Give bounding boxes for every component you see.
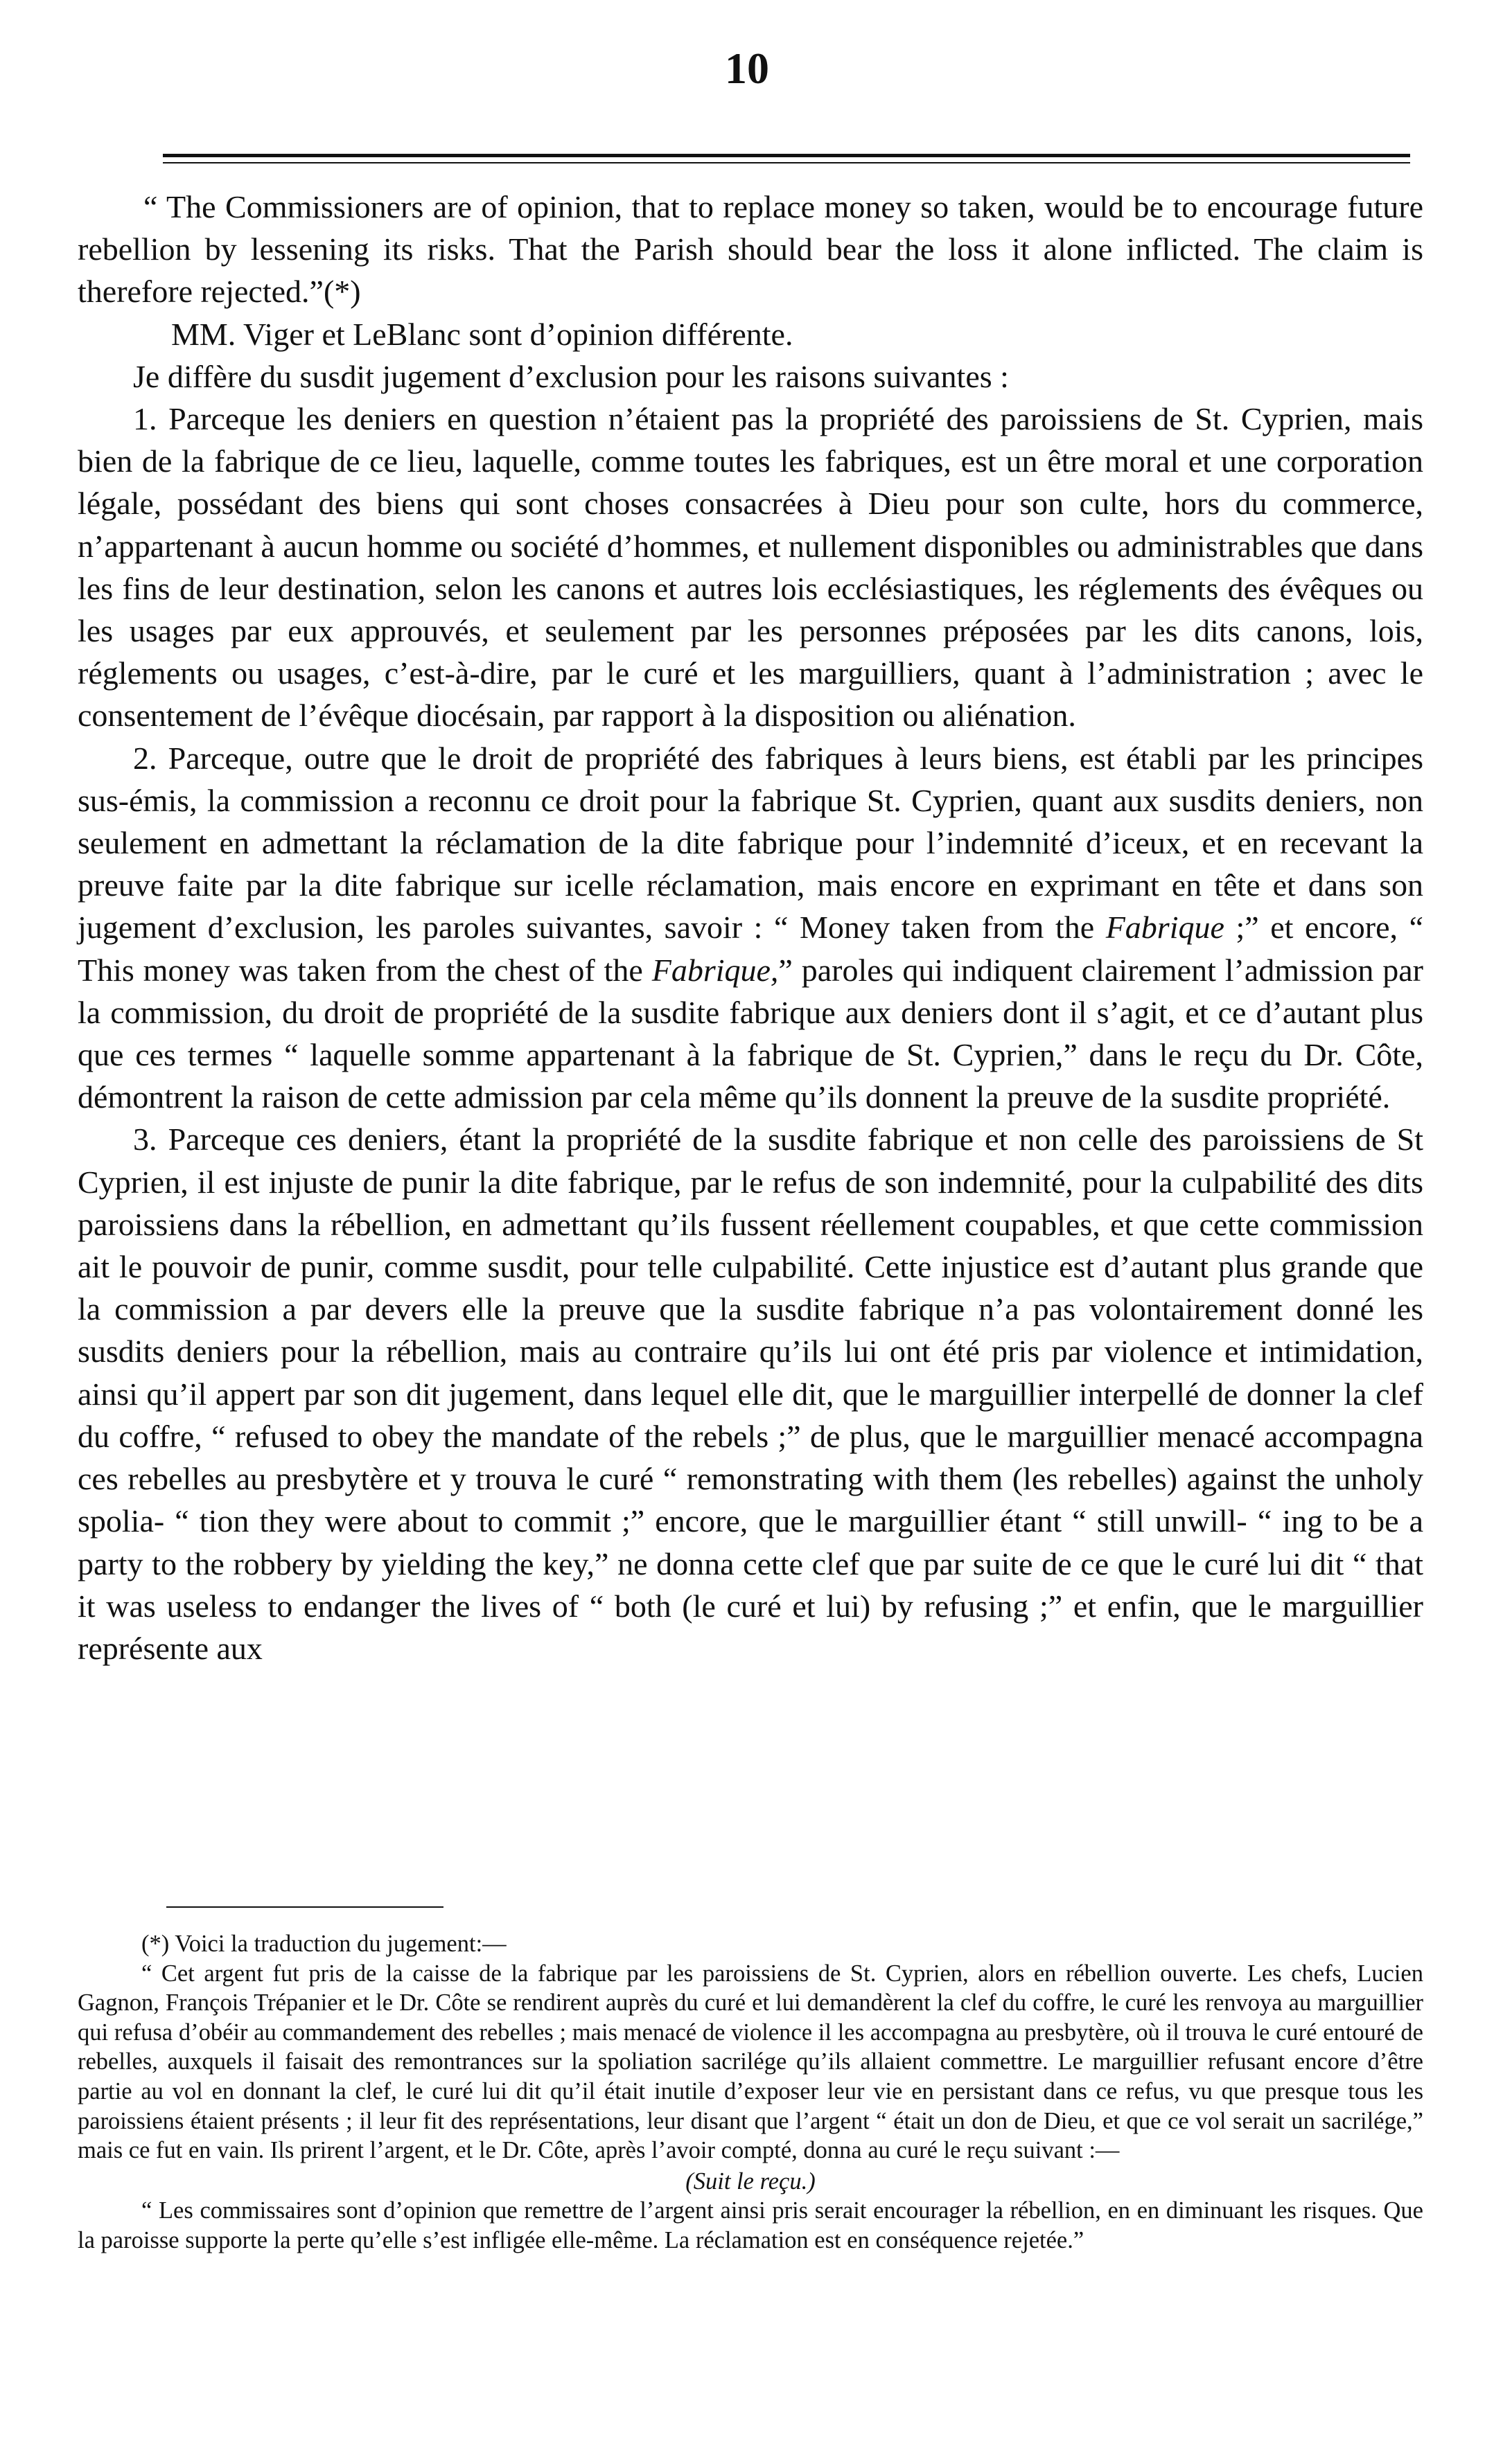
reason-2-part-a: 2. Parceque, outre que le droit de propriété des fabriques à leurs biens, est établi par les principes sus-émis, la commission a reconnu ce droit pour la fabrique St. Cyprien, quant aux susdits deniers, non seulement en admettant la réclamation de la dite fabrique pour l’indemnité d’iceux, et en recevant la preuve faite par la dite fabrique sur icelle réclamation, mais encore en exprimant en tête et dans son jugement d’exclusion, les paroles suivantes, savoir : “ Money taken from the (78, 740, 1423, 946)
page-number: 10 (725, 44, 769, 93)
footnote-suit-le-recu: (Suit le reçu.) (685, 2168, 816, 2195)
paragraph-reason-3: 3. Parceque ces deniers, étant la propriété de la susdite fabrique et non celle des paroissiens de St Cyprien, il est injuste de punir la dite fabrique, par le refus de son indemnité, pour la culpabilité des dits paroissiens dans la rébellion, en admettant qu’ils fussent réellement coupables, et que cette commission ait le pouvoir de punir, comme susdit, pour telle culpabilité. Cette injustice est d’autant plus grande que la commission a par devers elle la preuve que la susdite fabrique n’a pas volontairement donné les susdits deniers pour la rébellion, mais au contraire qu’ils lui ont été pris par violence et intimidation, ainsi qu’il appert par son dit jugement, dans lequel elle dit, que le marguillier interpellé de donner la clef du coffre, “ refused to obey the mandate of the rebels ;” de plus, que le marguillier menacé accompagna ces rebelles au presbytère et y trouva le curé “ remonstrating with them (les rebelles) against the unholy spolia- “ tion they were about to commit ;” encore, que le marguillier étant “ still unwill- “ ing to be a party to the robbery by yielding the key,” ne donna cette clef que par suite de ce que le curé lui dit “ that it was useless to endanger the lives of “ both (le curé et lui) by refusing ;” et enfin, que le marguillier représente aux (78, 1122, 1423, 1666)
reason-2-italic-fabrique-2: Fabrique, (651, 952, 779, 988)
main-text (78, 186, 1423, 1669)
paragraph-commissioners-quote: “ The Commissioners are of opinion, that to replace money so taken, would be to encourage future rebellion by lessening its risks. That the Parish should bear the loss it alone inflicted. The claim is therefore rejected.”(*) (78, 189, 1423, 310)
paragraph-reason-1: 1. Parceque les deniers en question n’étaient pas la propriété des paroissiens de St. Cyprien, mais bien de la fabrique de ce lieu, laquelle, comme toutes les fabriques, est un être moral et une corporation légale, possédant des biens qui sont choses consacrées à Dieu pour son culte, hors du commerce, n’appartenant à aucun homme ou société d’hommes, et nullement disponibles ou administrables que dans les fins de leur destination, selon les canons et autres lois ecclésiastiques, les réglements des évêques ou les usages par eux approuvés, et seulement par les personnes préposées par les dits canons, lois, réglements ou usages, c’est-à-dire, par le curé et les marguilliers, quant à l’administration ; avec le consentement de l’évêque diocésain, par rapport à la disposition ou aliénation. (78, 401, 1423, 734)
reason-2-part-c: ” paroles qui indiquent clairement l’admission par la commission, du droit de propriété de la susdite fabrique aux deniers dont il s’agit, et ce d’autant plus que ces termes “ laquelle somme appartenant à la fabrique de St. Cyprien,” dans le reçu du Dr. Côte, démontrent la raison de cette admission par cela même qu’ils donnent la preuve de la susdite propriété. (78, 952, 1424, 1115)
footnote (78, 1929, 1423, 2255)
paragraph-dissent-note: MM. Viger et LeBlanc sont d’opinion différente. (171, 316, 793, 352)
paragraph-dissent-intro: Je diffère du susdit jugement d’exclusion pour les raisons suivantes : (133, 358, 1009, 394)
reason-2-italic-fabrique-1: Fabrique (1105, 910, 1224, 946)
header-rule (163, 154, 1410, 157)
reason-2-part-b: ;” et encore, “ This money was taken from the chest of the (78, 910, 1423, 988)
header-rule-thin (163, 162, 1410, 163)
footnote-body: “ Cet argent fut pris de la caisse de la fabrique par les paroissiens de St. Cyprien, alors en rébellion ouverte. Les chefs, Lucien Gagnon, François Trépanier et le Dr. Côte se rendirent auprès du curé et lui demandèrent la clef du coffre, le curé les renvoya au marguillier qui refusa d’obéir au commandement des rebelles ; mais menacé de violence il les accompagna au presbytère, où il trouva le curé entouré de rebelles, auxquels il faisait des remontrances sur la spoliation sacrilége qu’ils allaient commettre. Le marguillier refusant encore d’être partie au vol en donnant la clef, le curé lui dit qu’il était inutile d’exposer leur vie en persistant dans ce refus, vu que presque tous les paroissiens étaient présents ; il leur fit des représentations, leur disant que l’argent “ était un don de Dieu, et que ce vol serait un sacrilége,” mais ce fut en vain. Ils prirent l’argent, et le Dr. Côte, après l’avoir compté, donna au curé le reçu suivant :— (78, 1960, 1423, 2164)
footnote-divider (166, 1906, 443, 1908)
paragraph-reason-2 (78, 737, 1423, 1119)
footnote-closing: “ Les commissaires sont d’opinion que remettre de l’argent ainsi pris serait encourager la rébellion, en en diminuant les risques. Que la paroisse supporte la perte qu’elle s’est infligée elle-même. La réclamation est en conséquence rejetée.” (78, 2197, 1423, 2253)
footnote-intro: (*) Voici la traduction du jugement:— (141, 1931, 507, 1957)
